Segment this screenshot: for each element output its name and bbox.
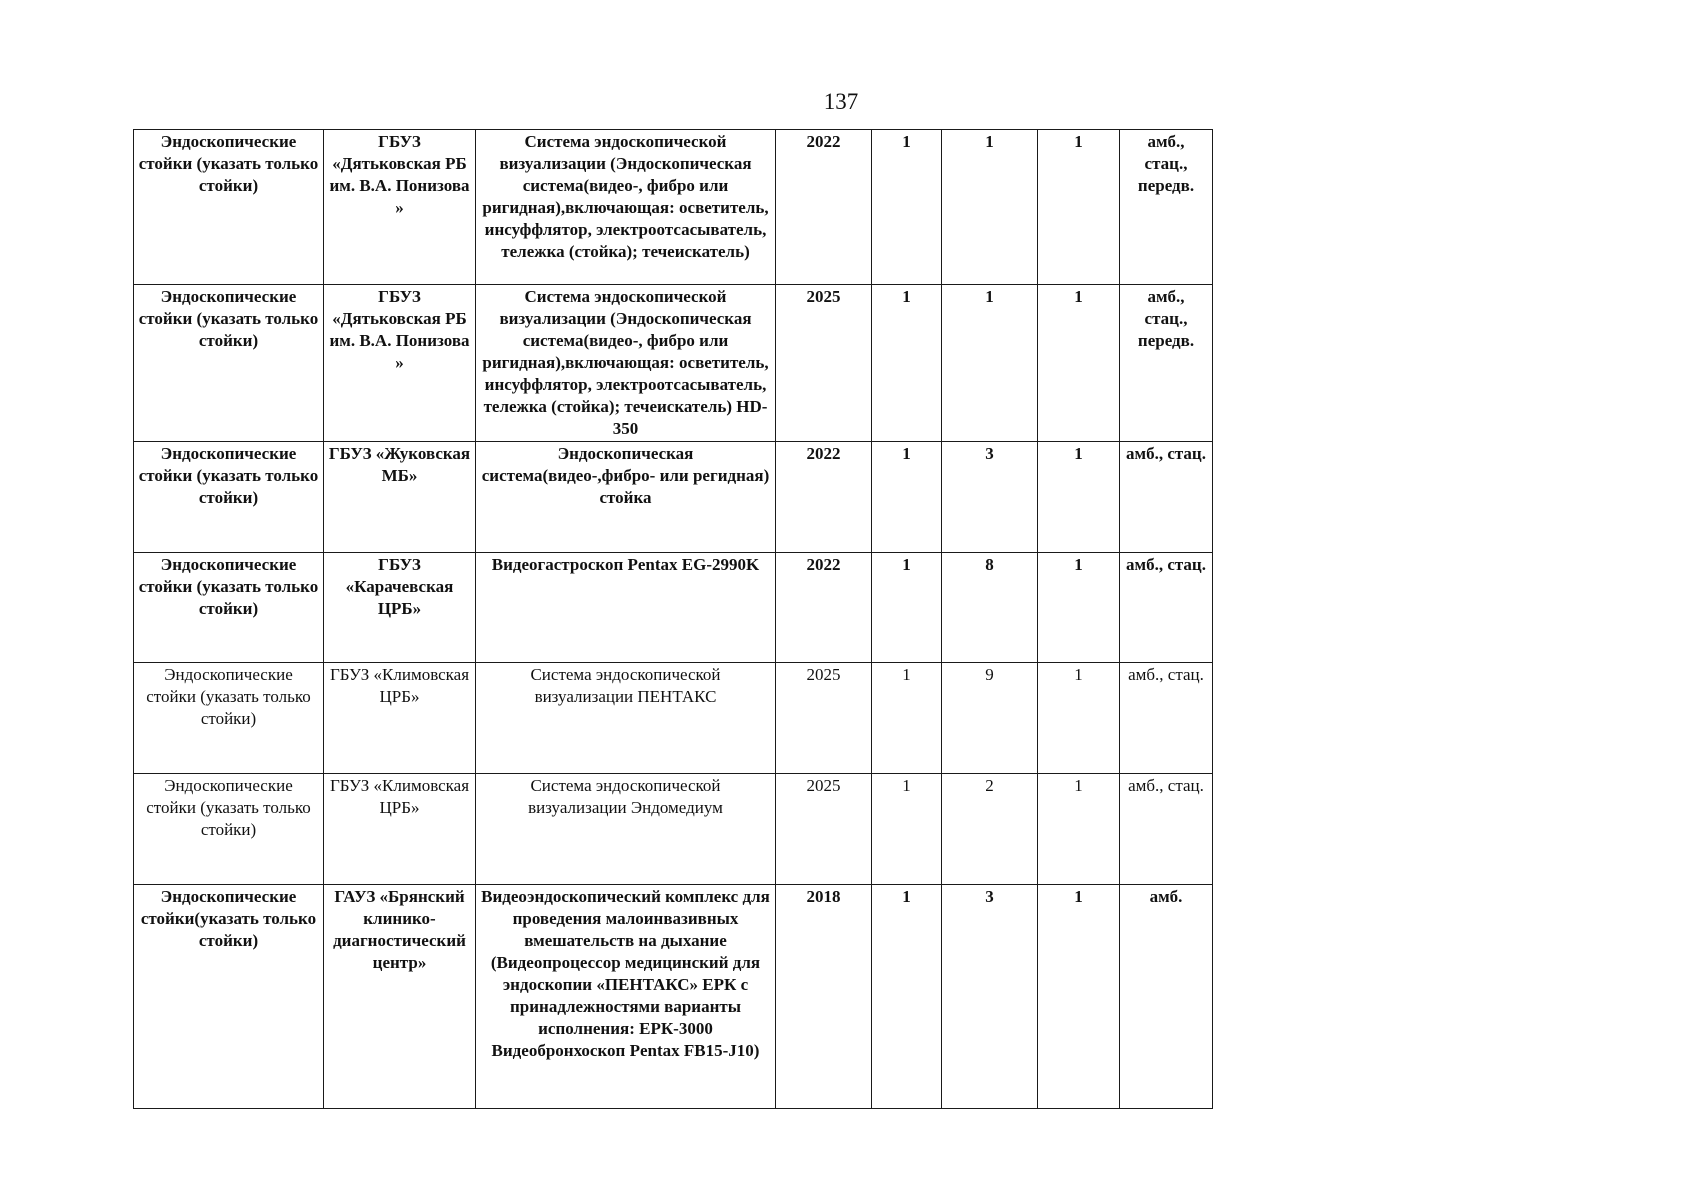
table-row	[134, 774, 1213, 885]
table-row	[134, 553, 1213, 663]
mode-cell: амб., стац.	[1120, 553, 1213, 663]
equipment-cell: Видеоэндоскопический комплекс для проведения малоинвазивных вмешательств на дыхание (Видеопроцессор медицинский для эндоскопии «ПЕНТАКС» ЕРК с принадлежностями варианты исполнения: ЕРК-3000 Видеобронхоскоп Pentax FB15-J10)	[476, 885, 776, 1109]
count-cell-3: 1	[1038, 774, 1120, 885]
mode-cell: амб., стац., передв.	[1120, 130, 1213, 285]
mode-cell: амб., стац.	[1120, 663, 1213, 774]
mode-cell: амб., стац.	[1120, 774, 1213, 885]
count-cell-1: 1	[872, 885, 942, 1109]
count-cell-3: 1	[1038, 285, 1120, 442]
year-cell: 2022	[776, 553, 872, 663]
equipment-cell: Система эндоскопической визуализации (Эндоскопическая система(видео-, фибро или ригидная),включающая: осветитель, инсуффлятор, электроотсасыватель, тележка (стойка); течеискатель) HD-350	[476, 285, 776, 442]
organization-cell: ГАУЗ «Брянский клинико-диагностический центр»	[324, 885, 476, 1109]
organization-cell: ГБУЗ «Климовская ЦРБ»	[324, 774, 476, 885]
organization-cell: ГБУЗ «Климовская ЦРБ»	[324, 663, 476, 774]
count-cell-1: 1	[872, 663, 942, 774]
organization-cell: ГБУЗ «Дятьковская РБ им. В.А. Понизова »	[324, 130, 476, 285]
count-cell-1: 1	[872, 553, 942, 663]
count-cell-2: 3	[942, 885, 1038, 1109]
count-cell-3: 1	[1038, 553, 1120, 663]
mode-cell: амб., стац., передв.	[1120, 285, 1213, 442]
count-cell-3: 1	[1038, 130, 1120, 285]
count-cell-2: 9	[942, 663, 1038, 774]
count-cell-1: 1	[872, 285, 942, 442]
count-cell-2: 1	[942, 285, 1038, 442]
count-cell-2: 2	[942, 774, 1038, 885]
count-cell-1: 1	[872, 442, 942, 553]
count-cell-2: 1	[942, 130, 1038, 285]
year-cell: 2025	[776, 663, 872, 774]
equipment-table	[133, 129, 1213, 1109]
table-row	[134, 442, 1213, 553]
table-row	[134, 663, 1213, 774]
category-cell: Эндоскопические стойки(указать только стойки)	[134, 885, 324, 1109]
year-cell: 2022	[776, 130, 872, 285]
year-cell: 2025	[776, 285, 872, 442]
table-row	[134, 130, 1213, 285]
category-cell: Эндоскопические стойки (указать только стойки)	[134, 442, 324, 553]
mode-cell: амб., стац.	[1120, 442, 1213, 553]
year-cell: 2018	[776, 885, 872, 1109]
count-cell-2: 3	[942, 442, 1038, 553]
category-cell: Эндоскопические стойки (указать только стойки)	[134, 553, 324, 663]
category-cell: Эндоскопические стойки (указать только стойки)	[134, 663, 324, 774]
page-number: 137	[823, 89, 859, 114]
count-cell-3: 1	[1038, 885, 1120, 1109]
count-cell-1: 1	[872, 774, 942, 885]
equipment-cell: Система эндоскопической визуализации (Эндоскопическая система(видео-, фибро или ригидная),включающая: осветитель, инсуффлятор, электроотсасыватель, тележка (стойка); течеискатель)	[476, 130, 776, 285]
mode-cell: амб.	[1120, 885, 1213, 1109]
organization-cell: ГБУЗ «Карачевская ЦРБ»	[324, 553, 476, 663]
equipment-cell: Система эндоскопической визуализации ПЕНТАКС	[476, 663, 776, 774]
year-cell: 2022	[776, 442, 872, 553]
count-cell-1: 1	[872, 130, 942, 285]
table-body	[134, 130, 1213, 1109]
organization-cell: ГБУЗ «Дятьковская РБ им. В.А. Понизова »	[324, 285, 476, 442]
category-cell: Эндоскопические стойки (указать только стойки)	[134, 285, 324, 442]
equipment-cell: Эндоскопическая система(видео-,фибро- или регидная) стойка	[476, 442, 776, 553]
table-row	[134, 885, 1213, 1109]
count-cell-2: 8	[942, 553, 1038, 663]
equipment-cell: Видеогастроскоп Pentax EG-2990K	[476, 553, 776, 663]
organization-cell: ГБУЗ «Жуковская МБ»	[324, 442, 476, 553]
equipment-cell: Система эндоскопической визуализации Эндомедиум	[476, 774, 776, 885]
count-cell-3: 1	[1038, 442, 1120, 553]
table-row	[134, 285, 1213, 442]
category-cell: Эндоскопические стойки (указать только стойки)	[134, 774, 324, 885]
year-cell: 2025	[776, 774, 872, 885]
category-cell: Эндоскопические стойки (указать только стойки)	[134, 130, 324, 285]
count-cell-3: 1	[1038, 663, 1120, 774]
